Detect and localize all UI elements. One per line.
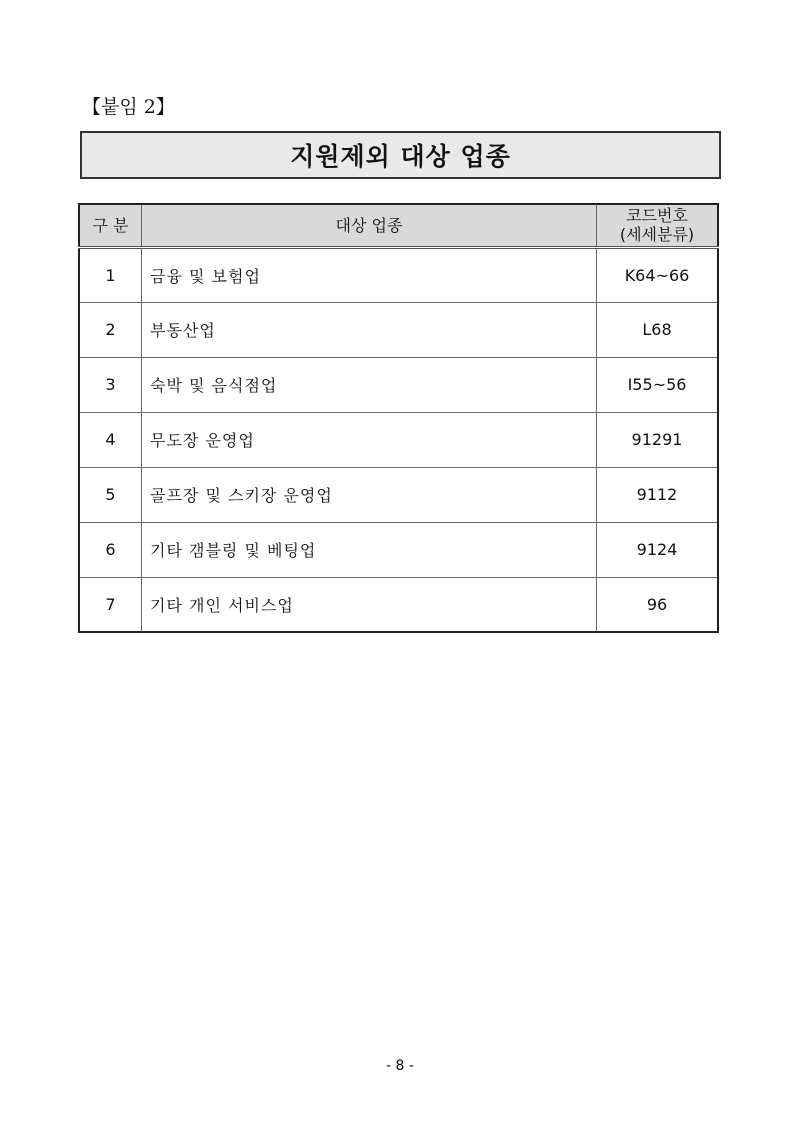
page-number: - 8 - [386, 1058, 414, 1074]
table-row [79, 302, 718, 357]
industry-name: 숙박 및 음식점업 [142, 357, 597, 412]
industry-code: 9124 [597, 522, 719, 577]
industry-code: L68 [597, 302, 719, 357]
row-number: 1 [79, 247, 142, 302]
row-number: 2 [79, 302, 142, 357]
industry-name: 기타 개인 서비스업 [142, 577, 597, 632]
header-code [597, 204, 719, 247]
industry-name: 골프장 및 스키장 운영업 [142, 467, 597, 522]
industry-code: I55~56 [597, 357, 719, 412]
excluded-industries-table [78, 203, 719, 633]
table-row [79, 467, 718, 522]
header-code-line1: 코드번호 [626, 206, 688, 226]
header-no: 구 분 [79, 204, 142, 247]
row-number: 5 [79, 467, 142, 522]
industry-name: 부동산업 [142, 302, 597, 357]
table-row [79, 357, 718, 412]
table-header-row [79, 204, 718, 247]
industry-name: 무도장 운영업 [142, 412, 597, 467]
row-number: 3 [79, 357, 142, 412]
document-title: 지원제외 대상 업종 [80, 131, 721, 179]
industry-code: 96 [597, 577, 719, 632]
table-row [79, 412, 718, 467]
industry-code: K64~66 [597, 247, 719, 302]
industry-code: 9112 [597, 467, 719, 522]
row-number: 6 [79, 522, 142, 577]
header-industry: 대상 업종 [142, 204, 597, 247]
table-row [79, 522, 718, 577]
industry-name: 금융 및 보험업 [142, 247, 597, 302]
table-row [79, 577, 718, 632]
table-row [79, 247, 718, 302]
row-number: 4 [79, 412, 142, 467]
industry-code: 91291 [597, 412, 719, 467]
attachment-label: 【붙임 2】 [82, 96, 175, 118]
header-code-line2: (세세분류) [619, 225, 695, 245]
row-number: 7 [79, 577, 142, 632]
industry-name: 기타 갬블링 및 베팅업 [142, 522, 597, 577]
